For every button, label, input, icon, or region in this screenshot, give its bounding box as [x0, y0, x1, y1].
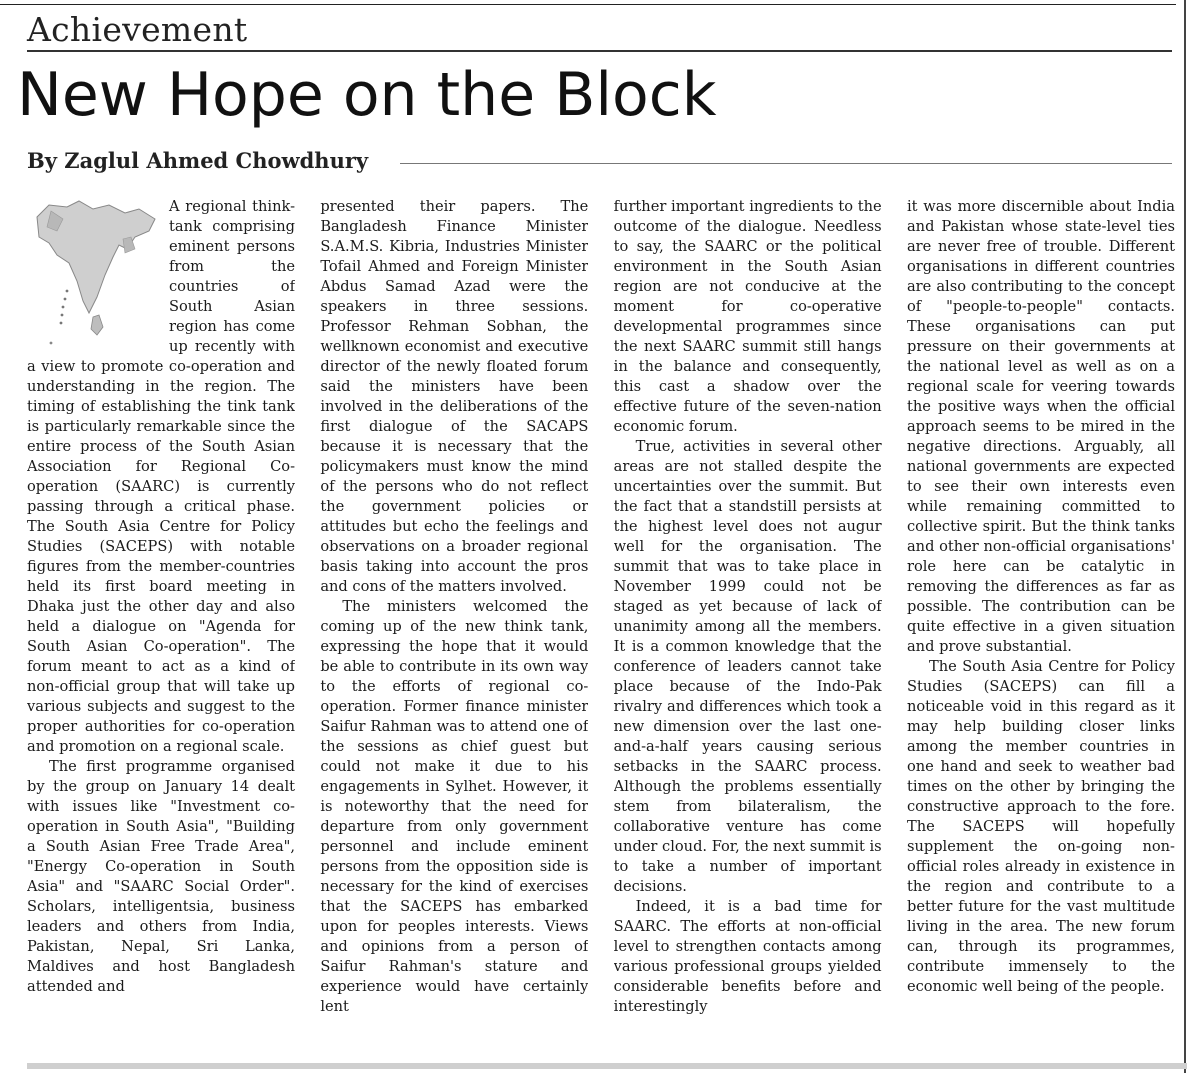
column-3 — [614, 197, 882, 1059]
paragraph: The ministers welcomed the coming up of the new think tank, expressing the hope that it would be able to contribute in its own way to the efforts of regional co-operation. Former finance minister Saifur Rahman was to attend one of the sessions as chief guest but could not make it due to his engagements in Sylhet. However, it is noteworthy that the need for departure from only government personnel and include eminent persons from the opposition side is necessary for the kind of exercises that the SACEPS has embarked upon for peoples interests. Views and opinions from a person of Saifur Rahman's stature and experience would have certainly lent — [320, 598, 589, 1015]
section-rule — [27, 50, 1172, 52]
bottom-band — [27, 1063, 1187, 1069]
page-edge-rule — [1184, 0, 1186, 1073]
article-body — [27, 197, 1175, 1059]
column-1 — [27, 197, 295, 1059]
paragraph: Indeed, it is a bad time for SAARC. The efforts at non-official level to strengthen contacts among various professional groups yielded considerable benefits before and interestingly — [613, 898, 882, 1015]
top-rule — [0, 4, 1176, 5]
paragraph: it was more discernible about India and Pakistan whose state-level ties are never free of trouble. Different organisations in different countries are also contributing to the concept of "people-to-people" contacts. These organisations can put pressure on their governments at the national level as well as on a regional scale for veering towards the positive ways when the official approach seems to be mired in the negative directions. Arguably, all national governments are expected to see their own interests even while remaining committed to collective spirit. But the think tanks and other non-official organisations' role here can be catalytic in removing the differences as far as possible. The contribution can be quite effective in a given situation and prove substantial. — [906, 198, 1175, 655]
paragraph: presented their papers. The Bangladesh Finance Minister S.A.M.S. Kibria, Industries Minister Tofail Ahmed and Foreign Minister Abdus Samad Azad were the speakers in three sessions. Professor Rehman Sobhan, the wellknown economist and executive director of the newly floated forum said the ministers have been involved in the deliberations of the first dialogue of the SACAPS because it is necessary that the policymakers must know the mind of the persons who do not reflect the government policies or attitudes but echo the feelings and observations on a broader regional basis taking into account the pros and cons of the matters involved. — [320, 198, 589, 595]
byline: By Zaglul Ahmed Chowdhury — [27, 148, 369, 173]
paragraph: further important ingredients to the outcome of the dialogue. Needless to say, the SAARC or the political environment in the South Asian region are not conducive at the moment for co-operative developmental programmes since the next SAARC summit still hangs in the balance and consequently, this cast a shadow over the effective future of the seven-nation economic forum. — [613, 198, 882, 435]
paragraph: A regional think-tank comprising eminent persons from the countries of South Asian region has come up recently with a view to promote co-operation and understanding in the region. The timing of establishing the tink tank is particularly remarkable since the entire process of the South Asian Association for Regional Co-operation (SAARC) is currently passing through a critical phase. The South Asia Centre for Policy Studies (SACEPS) with notable figures from the member-countries held its first board meeting in Dhaka just the other day and also held a dialogue on "Agenda for South Asian Co-operation". The forum meant to act as a kind of non-official group that will take up various subjects and suggest to the proper authorities for co-operation and promotion on a regional scale. — [27, 198, 295, 755]
paragraph: The South Asia Centre for Policy Studies (SACEPS) can fill a noticeable void in this regard as it may help building closer links among the member countries in one hand and seek to weather bad times on the other by bringing the constructive approach to the fore. The SACEPS will hopefully supplement the on-going non-official roles already in existence in the region and contribute to a better future for the vast multitude living in the area. The new forum can, through its programmes, contribute immensely to the economic well being of the people. — [906, 658, 1175, 995]
paragraph: The first programme organised by the group on January 14 dealt with issues like "Investment co-operation in South Asia", "Building a South Asian Free Trade Area", "Energy Co-operation in South Asia" and "SAARC Social Order". Scholars, intelligentsia, business leaders and others from India, Pakistan, Nepal, Sri Lanka, Maldives and host Bangladesh attended and — [27, 758, 295, 995]
section-label: Achievement — [27, 10, 248, 49]
headline: New Hope on the Block — [17, 60, 717, 130]
column-4 — [907, 197, 1175, 1059]
byline-rule — [400, 163, 1172, 164]
south-asia-map-icon — [27, 197, 163, 347]
paragraph: True, activities in several other areas are not stalled despite the uncertainties over the summit. But the fact that a standstill persists at the highest level does not augur well for the organisation. The summit that was to take place in November 1999 could not be staged as yet because of lack of unanimity among all the members. It is a common knowledge that the conference of leaders cannot take place because of the Indo-Pak rivalry and differences which took a new dimension over the last one-and-a-half years causing serious setbacks in the SAARC process. Although the problems essentially stem from bilateralism, the collaborative venture has come under cloud. For, the next summit is to take a number of important decisions. — [613, 438, 882, 895]
column-2 — [320, 197, 588, 1059]
